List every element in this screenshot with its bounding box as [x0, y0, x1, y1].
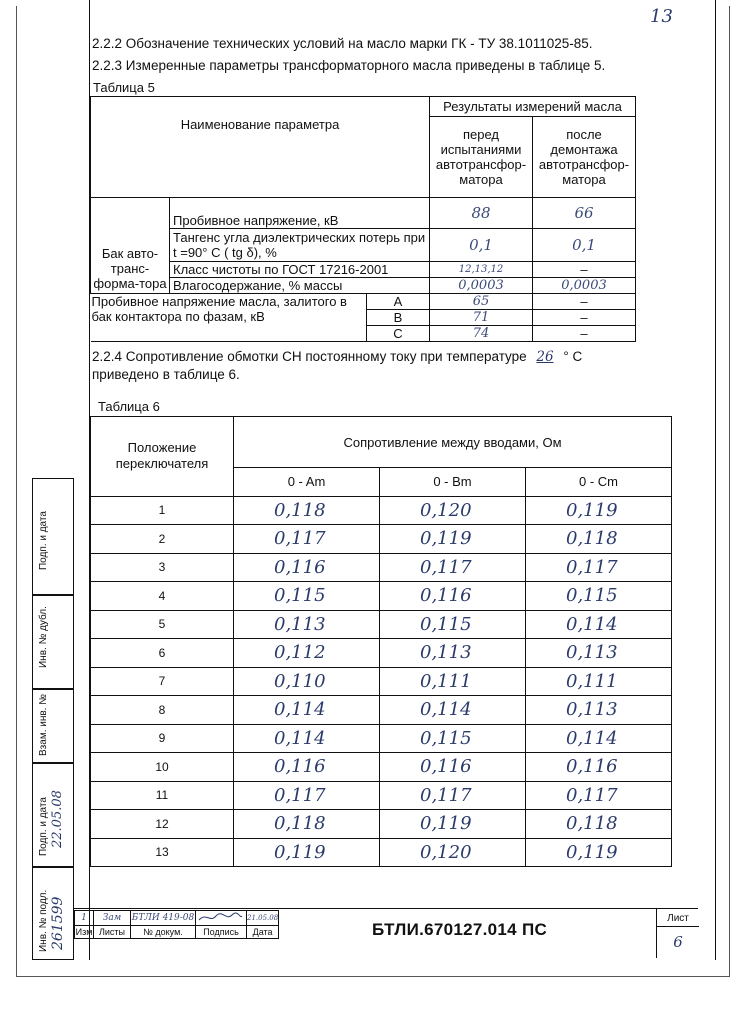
- resistance-value: 0,120: [380, 838, 526, 867]
- resistance-value: 0,116: [234, 553, 380, 582]
- clause-222: 2.2.2 Обозначение технических условий на масло марки ГК - ТУ 38.1011025-85.: [92, 36, 593, 51]
- resistance-value: 0,119: [380, 525, 526, 554]
- table6-col-bm: 0 - Bm: [380, 468, 526, 497]
- table6-row: [91, 525, 672, 554]
- title-block-stamp: [74, 910, 279, 939]
- signature-mark: [196, 911, 244, 923]
- table6-row: [91, 667, 672, 696]
- resistance-value: 0,115: [380, 724, 526, 753]
- resistance-value: 0,117: [380, 553, 526, 582]
- side-handwritten-inv: 261599: [50, 896, 66, 950]
- switch-position: 1: [91, 496, 234, 525]
- table5-row-before: 88: [430, 198, 533, 229]
- table5-row-name: Пробивное напряжение, кВ: [170, 198, 430, 229]
- table5-phase-before: 71: [430, 310, 533, 326]
- stamp-hw-izm: 1: [75, 911, 94, 926]
- table5-header-param: Наименование параметра: [91, 97, 430, 198]
- table5-header-before: перед испытаниями автотрансфор-матора: [430, 116, 533, 197]
- sheet-box: [656, 908, 699, 958]
- temperature-value: 26: [536, 349, 554, 365]
- table6-row: [91, 553, 672, 582]
- table5-header-after: после демонтажа автотрансфор-матора: [533, 116, 636, 197]
- table5-caption: Таблица 5: [93, 80, 155, 95]
- resistance-value: 0,118: [234, 496, 380, 525]
- table6-col-cm: 0 - Cm: [526, 468, 672, 497]
- table5-phase-after: –: [533, 326, 636, 342]
- resistance-value: 0,112: [234, 639, 380, 668]
- clause-224-text: 2.2.4 Сопротивление обмотки СН постоянному току при температуре: [92, 349, 527, 364]
- resistance-value: 0,117: [526, 553, 672, 582]
- switch-position: 10: [91, 753, 234, 782]
- table5-phase: А: [367, 294, 430, 310]
- page-number: 13: [650, 6, 673, 27]
- table5-phase-after: –: [533, 294, 636, 310]
- stamp-izm: Изм: [75, 927, 93, 937]
- stamp-hw-dokum: БТЛИ 419-08: [131, 911, 196, 926]
- table5-row-after: 0,0003: [533, 278, 636, 294]
- stamp-top-line: [74, 908, 698, 909]
- table5-group-label: Бак авто-транс-форма-тора: [91, 198, 170, 294]
- table6-row: [91, 610, 672, 639]
- table5-phase: С: [367, 326, 430, 342]
- resistance-value: 0,115: [380, 610, 526, 639]
- side-label-podp-data-2: Подп. и дата: [38, 797, 49, 856]
- switch-position: 11: [91, 781, 234, 810]
- resistance-value: 0,118: [234, 810, 380, 839]
- switch-position: 13: [91, 838, 234, 867]
- side-label-inv-dubl: Инв. № дубл.: [38, 606, 49, 668]
- switch-position: 3: [91, 553, 234, 582]
- table6-row: [91, 696, 672, 725]
- table6-header-resistance: Сопротивление между вводами, Ом: [234, 417, 672, 468]
- resistance-value: 0,118: [526, 810, 672, 839]
- resistance-value: 0,119: [234, 838, 380, 867]
- table6-row: [91, 753, 672, 782]
- clause-224-unit: ° С: [563, 349, 583, 364]
- table6-row: [91, 582, 672, 611]
- resistance-value: 0,114: [526, 610, 672, 639]
- table5-phase-before: 65: [430, 294, 533, 310]
- clause-224: [92, 349, 582, 365]
- table6-header-position: Положение переключателя: [91, 417, 234, 497]
- clause-223: 2.2.3 Измеренные параметры трансформаторного масла приведены в таблице 5.: [92, 58, 606, 73]
- resistance-value: 0,116: [380, 582, 526, 611]
- table5-row-after: 0,1: [533, 229, 636, 262]
- table5-row-after: 66: [533, 198, 636, 229]
- resistance-value: 0,117: [234, 525, 380, 554]
- switch-position: 9: [91, 724, 234, 753]
- resistance-value: 0,115: [234, 582, 380, 611]
- stamp-data: Дата: [247, 926, 279, 939]
- table6: [90, 416, 672, 867]
- resistance-value: 0,113: [526, 696, 672, 725]
- resistance-value: 0,117: [526, 781, 672, 810]
- table5-row-after: –: [533, 262, 636, 278]
- resistance-value: 0,118: [526, 525, 672, 554]
- side-handwritten-date: 22.05.08: [50, 790, 65, 848]
- resistance-value: 0,119: [526, 496, 672, 525]
- resistance-value: 0,116: [380, 753, 526, 782]
- table6-col-am: 0 - Am: [234, 468, 380, 497]
- table6-row: [91, 781, 672, 810]
- sheet-number: 6: [673, 933, 683, 951]
- table5: [90, 96, 636, 342]
- side-label-vzam-inv: Взам. инв. №: [38, 694, 49, 756]
- table5-phase-after: –: [533, 310, 636, 326]
- switch-position: 7: [91, 667, 234, 696]
- side-label-podp-data: Подп. и дата: [38, 511, 49, 570]
- stamp-listy: Листы: [94, 926, 131, 939]
- table5-row-before: 0,1: [430, 229, 533, 262]
- resistance-value: 0,119: [380, 810, 526, 839]
- table5-contactor-label: Пробивное напряжение масла, залитого в бак контактора по фазам, кВ: [91, 294, 367, 342]
- resistance-value: 0,114: [234, 724, 380, 753]
- table6-body: [91, 496, 672, 867]
- table5-header-results: Результаты измерений масла: [430, 97, 636, 117]
- table5-row-name: Тангенс угла диэлектрических потерь при t =90° С ( tg δ), %: [170, 229, 430, 262]
- table6-caption: Таблица 6: [98, 399, 160, 414]
- stamp-podpis: Подпись: [196, 926, 247, 939]
- resistance-value: 0,119: [526, 838, 672, 867]
- switch-position: 8: [91, 696, 234, 725]
- resistance-value: 0,117: [234, 781, 380, 810]
- resistance-value: 0,115: [526, 582, 672, 611]
- switch-position: 12: [91, 810, 234, 839]
- switch-position: 6: [91, 639, 234, 668]
- document-code: БТЛИ.670127.014 ПС: [372, 920, 548, 939]
- table6-row: [91, 639, 672, 668]
- resistance-value: 0,110: [234, 667, 380, 696]
- table5-phase-before: 74: [430, 326, 533, 342]
- switch-position: 2: [91, 525, 234, 554]
- stamp-hw-listy: Зам: [94, 911, 131, 926]
- resistance-value: 0,117: [380, 781, 526, 810]
- table5-row-name: Класс чистоты по ГОСТ 17216-2001: [170, 262, 430, 278]
- table6-row: [91, 724, 672, 753]
- table5-row-name: Влагосодержание, % массы: [170, 278, 430, 294]
- clause-224-cont: приведено в таблице 6.: [92, 367, 240, 382]
- switch-position: 5: [91, 610, 234, 639]
- table5-row-before: 0,0003: [430, 278, 533, 294]
- resistance-value: 0,113: [380, 639, 526, 668]
- resistance-value: 0,114: [234, 696, 380, 725]
- table6-row: [91, 496, 672, 525]
- resistance-value: 0,111: [526, 667, 672, 696]
- resistance-value: 0,120: [380, 496, 526, 525]
- resistance-value: 0,114: [380, 696, 526, 725]
- stamp-hw-date: 21.05.08: [247, 911, 279, 926]
- resistance-value: 0,116: [526, 753, 672, 782]
- stamp-signature-cell: [196, 911, 247, 926]
- resistance-value: 0,116: [234, 753, 380, 782]
- resistance-value: 0,111: [380, 667, 526, 696]
- table5-row-before: 12,13,12: [430, 262, 533, 278]
- table6-row: [91, 810, 672, 839]
- table6-row: [91, 838, 672, 867]
- resistance-value: 0,113: [526, 639, 672, 668]
- resistance-value: 0,114: [526, 724, 672, 753]
- sheet-label: Лист: [657, 912, 699, 927]
- stamp-n-dokum: № докум.: [131, 926, 196, 939]
- switch-position: 4: [91, 582, 234, 611]
- resistance-value: 0,113: [234, 610, 380, 639]
- table5-phase: В: [367, 310, 430, 326]
- side-label-inv-podl: Инв. № подл.: [38, 889, 49, 952]
